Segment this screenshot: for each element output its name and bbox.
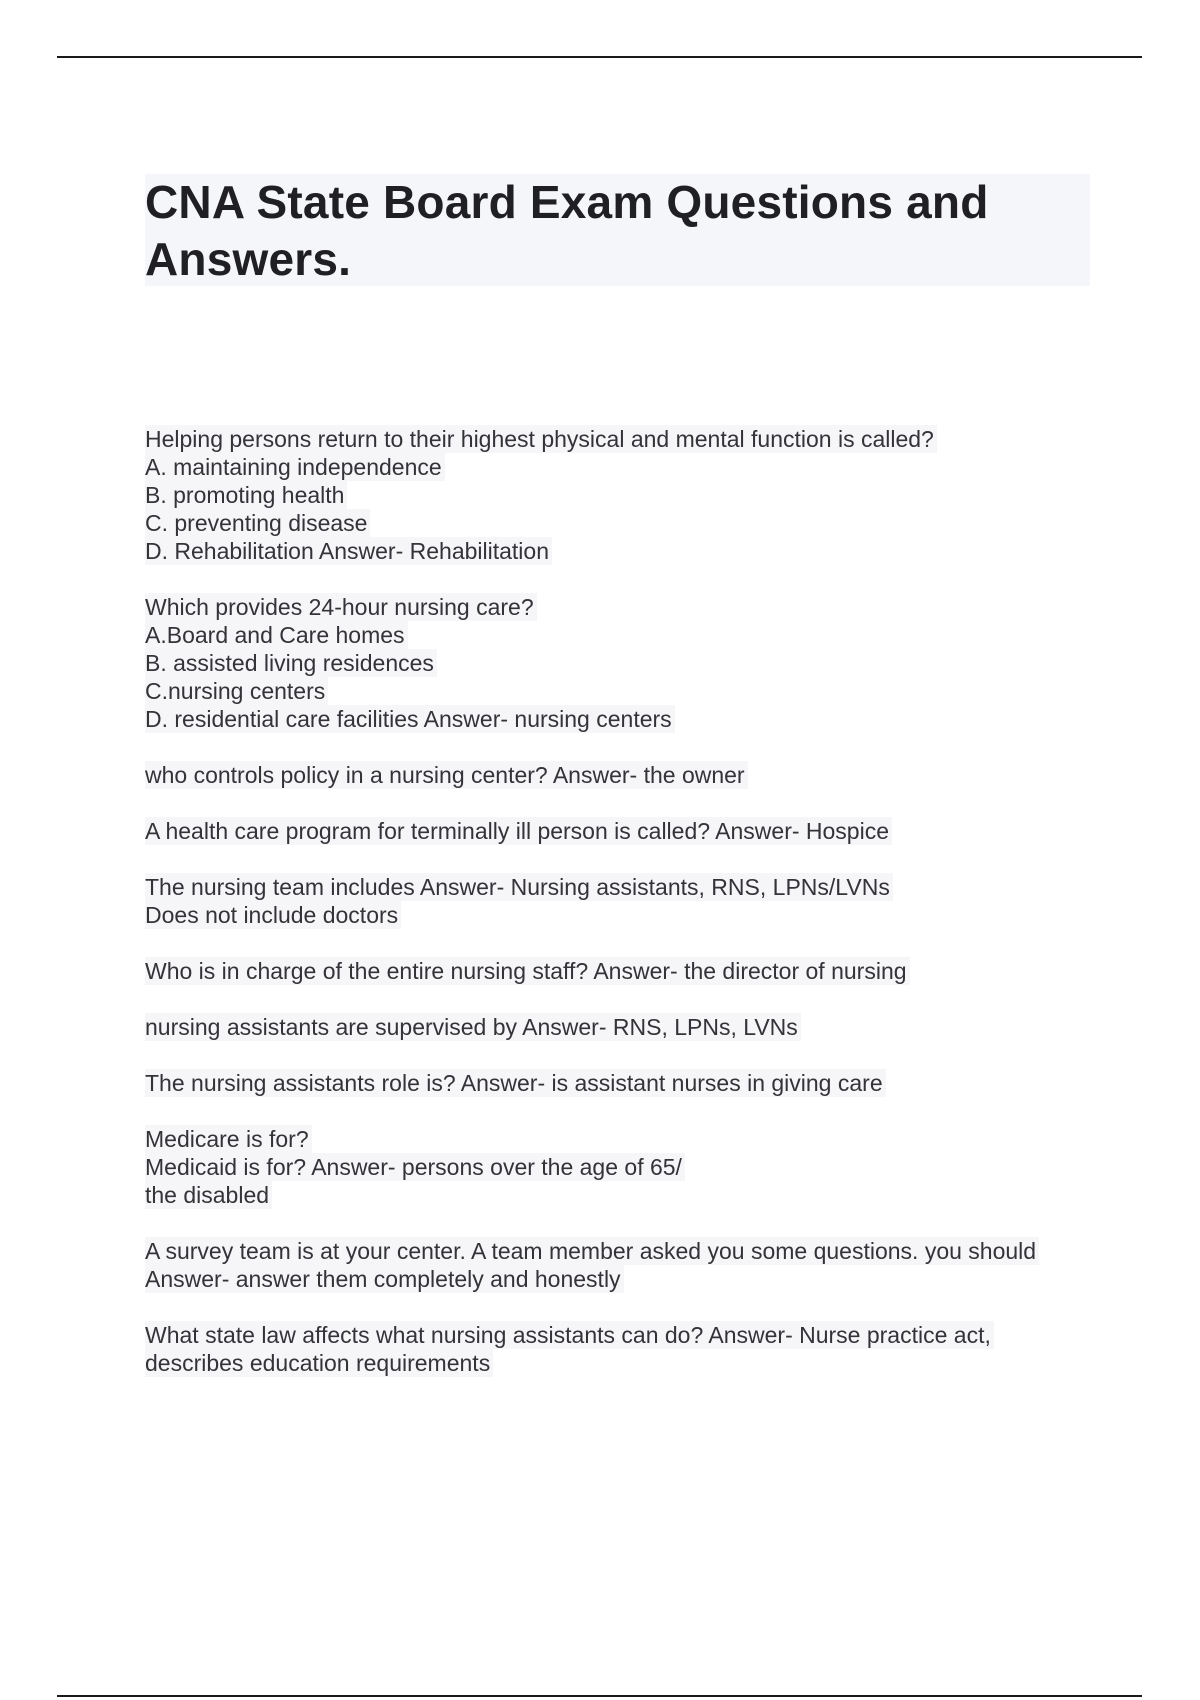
qa-line: nursing assistants are supervised by Answer- RNS, LPNs, LVNs <box>145 1013 801 1041</box>
qa-line: A survey team is at your center. A team member asked you some questions. you should <box>145 1237 1039 1265</box>
qa-item <box>145 957 1095 985</box>
qa-item <box>145 1013 1095 1041</box>
qa-line: A health care program for terminally ill person is called? Answer- Hospice <box>145 817 892 845</box>
qa-item <box>145 1237 1095 1293</box>
qa-line: Answer- answer them completely and honestly <box>145 1265 624 1293</box>
qa-line: The nursing team includes Answer- Nursing assistants, RNS, LPNs/LVNs <box>145 873 893 901</box>
qa-line: Which provides 24-hour nursing care? <box>145 593 537 621</box>
qa-list <box>145 425 1095 1405</box>
qa-item <box>145 593 1095 733</box>
qa-line: B. promoting health <box>145 481 347 509</box>
qa-line: B. assisted living residences <box>145 649 437 677</box>
bottom-rule <box>57 1695 1142 1697</box>
qa-line: Does not include doctors <box>145 901 401 929</box>
qa-line: A.Board and Care homes <box>145 621 408 649</box>
qa-item <box>145 817 1095 845</box>
qa-line: C. preventing disease <box>145 509 370 537</box>
qa-line: Medicaid is for? Answer- persons over the age of 65/ <box>145 1153 685 1181</box>
document-title: CNA State Board Exam Questions and Answers. <box>145 176 989 285</box>
qa-line: the disabled <box>145 1181 272 1209</box>
qa-line: Helping persons return to their highest physical and mental function is called? <box>145 425 937 453</box>
qa-line: What state law affects what nursing assistants can do? Answer- Nurse practice act, <box>145 1321 994 1349</box>
top-rule <box>57 56 1142 58</box>
qa-line: describes education requirements <box>145 1349 493 1377</box>
qa-line: D. Rehabilitation Answer- Rehabilitation <box>145 537 552 565</box>
qa-line: C.nursing centers <box>145 677 328 705</box>
title-block <box>145 174 1090 286</box>
qa-line: Medicare is for? <box>145 1125 312 1153</box>
qa-item <box>145 761 1095 789</box>
qa-item <box>145 1125 1095 1209</box>
qa-line: Who is in charge of the entire nursing staff? Answer- the director of nursing <box>145 957 910 985</box>
qa-line: The nursing assistants role is? Answer- is assistant nurses in giving care <box>145 1069 886 1097</box>
qa-item <box>145 873 1095 929</box>
qa-line: who controls policy in a nursing center? Answer- the owner <box>145 761 748 789</box>
qa-line: A. maintaining independence <box>145 453 445 481</box>
qa-line: D. residential care facilities Answer- nursing centers <box>145 705 675 733</box>
qa-item <box>145 1069 1095 1097</box>
qa-item <box>145 425 1095 565</box>
qa-item <box>145 1321 1095 1377</box>
